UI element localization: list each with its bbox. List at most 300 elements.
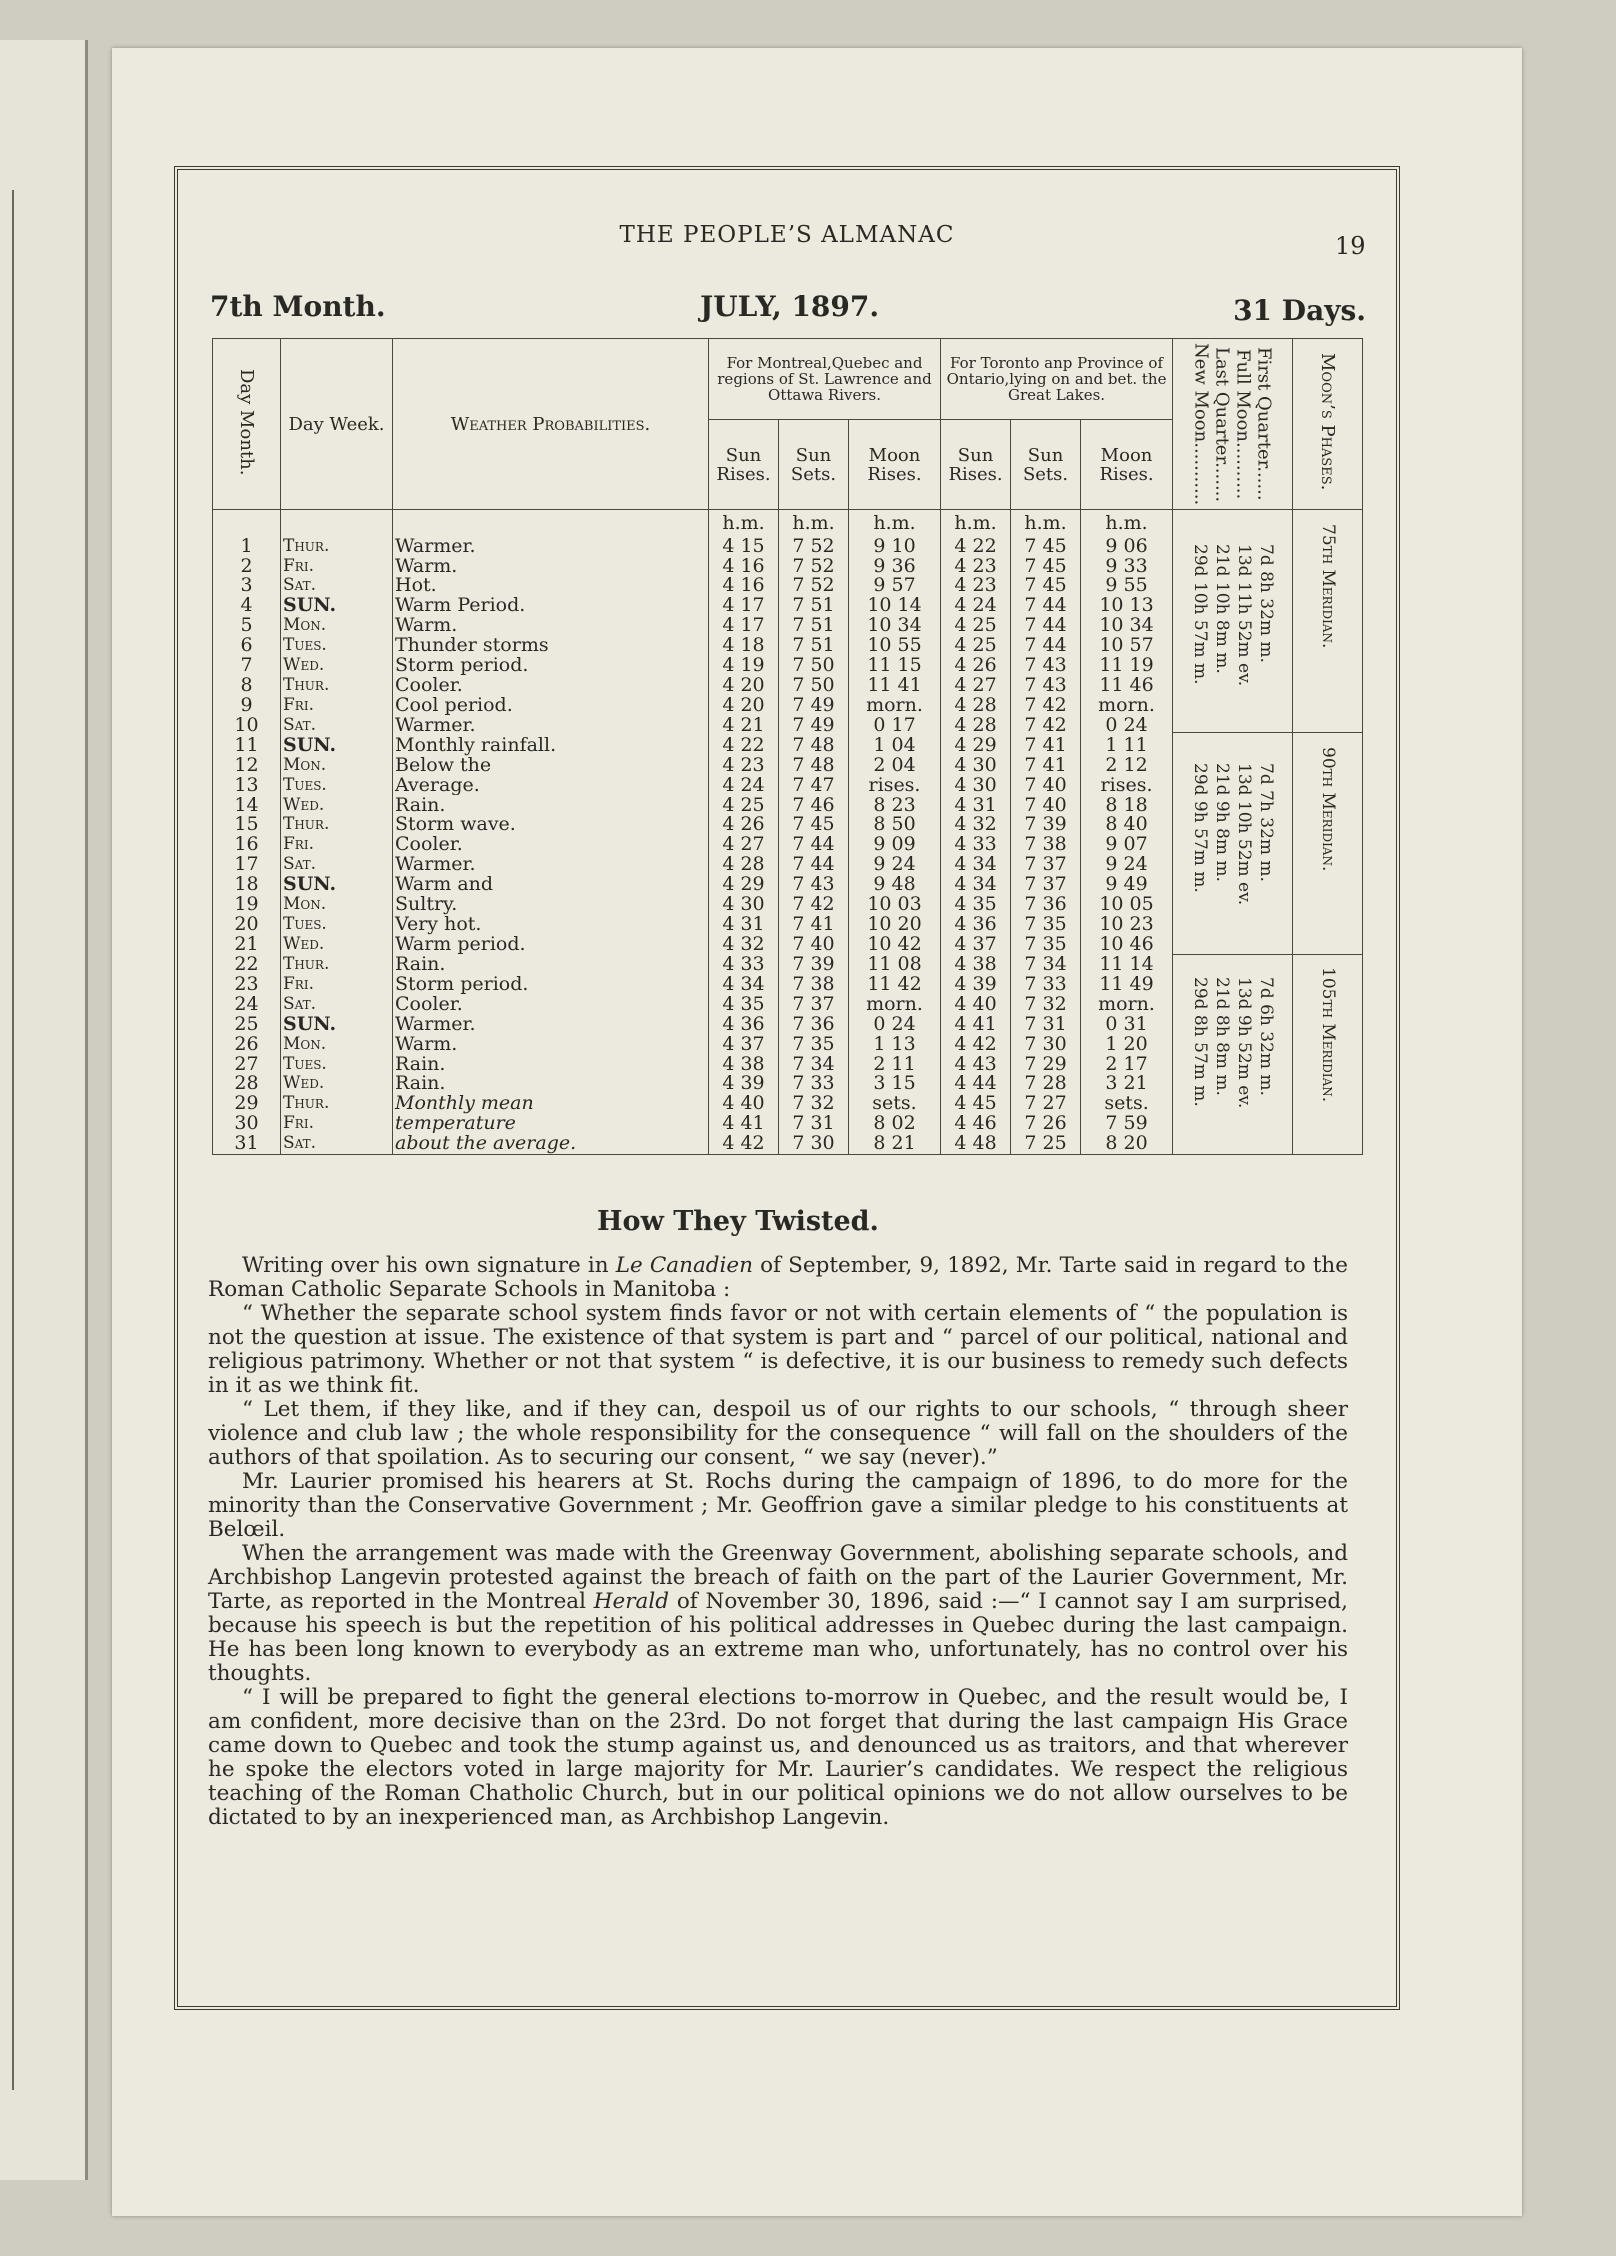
tor-moon-rises: 10 13 [1081, 596, 1173, 616]
mtl-moon-rises: 1 04 [849, 736, 941, 756]
tor-sun-sets: 7 31 [1011, 1015, 1081, 1035]
mtl-moon-rises: 11 42 [849, 975, 941, 995]
day-of-month: 21 [213, 935, 281, 955]
tor-moon-rises: 8 18 [1081, 795, 1173, 815]
weather: Storm period. [393, 656, 709, 676]
tor-moon-rises: 2 12 [1081, 756, 1173, 776]
mtl-sun-sets: 7 45 [779, 815, 849, 835]
tor-sun-sets: 7 44 [1011, 616, 1081, 636]
day-of-month: 26 [213, 1035, 281, 1055]
mtl-sun-rises: 4 38 [709, 1054, 779, 1074]
mtl-sun-rises: 4 19 [709, 656, 779, 676]
tor-sun-rises: 4 46 [941, 1114, 1011, 1134]
day-of-month: 19 [213, 895, 281, 915]
mtl-sun-sets: 7 51 [779, 636, 849, 656]
weather: Rain. [393, 955, 709, 975]
mtl-sun-sets: 7 43 [779, 875, 849, 895]
weather: Hot. [393, 576, 709, 596]
meridian-titles: 75th Meridian. 90th Meridian. 105th Meridian. [1293, 510, 1363, 1155]
facing-page-rule [0, 190, 14, 2090]
tor-moon-rises: 11 14 [1081, 955, 1173, 975]
weather: Cooler. [393, 676, 709, 696]
mtl-sun-rises: 4 28 [709, 855, 779, 875]
article [208, 1206, 1348, 1830]
tor-sun-sets: 7 36 [1011, 895, 1081, 915]
mtl-sun-sets: 7 47 [779, 776, 849, 796]
tor-moon-rises: 9 07 [1081, 835, 1173, 855]
mtl-moon-rises: 9 57 [849, 576, 941, 596]
mtl-sun-rises: 4 22 [709, 736, 779, 756]
weather: Monthly mean [393, 1094, 709, 1114]
mtl-sun-sets: 7 50 [779, 656, 849, 676]
tor-moon-rises: 10 05 [1081, 895, 1173, 915]
tor-sun-rises: 4 25 [941, 636, 1011, 656]
tor-sun-sets: 7 37 [1011, 855, 1081, 875]
tor-sun-sets: 7 40 [1011, 776, 1081, 796]
mtl-sun-sets: 7 38 [779, 975, 849, 995]
mtl-moon-rises: morn. [849, 696, 941, 716]
mtl-sun-sets: 7 41 [779, 915, 849, 935]
tor-sun-rises: 4 23 [941, 576, 1011, 596]
tor-sun-rises: 4 22 [941, 536, 1011, 556]
day-of-month: 15 [213, 815, 281, 835]
day-of-week: SUN. [281, 875, 393, 895]
mtl-sun-sets: 7 50 [779, 676, 849, 696]
day-of-week: Fri. [281, 975, 393, 995]
sub-sun-rises-mtl: Sun Rises. [709, 420, 779, 510]
day-of-month: 25 [213, 1015, 281, 1035]
mtl-moon-rises: 10 20 [849, 915, 941, 935]
tor-sun-sets: 7 25 [1011, 1134, 1081, 1155]
mtl-sun-sets: 7 52 [779, 556, 849, 576]
article-paragraph-6: “ I will be prepared to fight the general elections to-morrow in Quebec, and the result would be, I am confident, more decisive than on the 23rd. Do not forget that during the last campaign His Grace came down to Quebec and took the stump against us, and denounced us as traitors, and that wherever he spoke the electors voted in large majority for Mr. Laurier’s candidates. We respect the religious teaching of the Roman Chatholic Church, but in our political opinions we do not allow ourselves to be dictated to by an inexperienced man, as Archbishop Langevin. [208, 1685, 1348, 1830]
mtl-sun-sets: 7 49 [779, 696, 849, 716]
phase-names [1173, 339, 1293, 510]
tor-sun-sets: 7 41 [1011, 756, 1081, 776]
mtl-sun-sets: 7 44 [779, 855, 849, 875]
meridian-90-times: 7d 7h 32m m. 13d 10h 52m ev. 21d 9h 8m m. 29d 9h 57m m. [1173, 732, 1292, 954]
mtl-sun-rises: 4 41 [709, 1114, 779, 1134]
mtl-sun-rises: 4 34 [709, 975, 779, 995]
tor-sun-rises: 4 37 [941, 935, 1011, 955]
mtl-moon-rises: 10 34 [849, 616, 941, 636]
mtl-sun-rises: 4 18 [709, 636, 779, 656]
mtl-sun-sets: 7 32 [779, 1094, 849, 1114]
weather: Very hot. [393, 915, 709, 935]
mtl-moon-rises: rises. [849, 776, 941, 796]
mtl-sun-sets: 7 31 [779, 1114, 849, 1134]
month-days: 31 Days. [1233, 294, 1366, 327]
tor-sun-sets: 7 28 [1011, 1074, 1081, 1094]
mtl-sun-rises: 4 17 [709, 616, 779, 636]
col-day-week: Day Week. [281, 339, 393, 510]
day-of-week: Wed. [281, 935, 393, 955]
tor-sun-sets: 7 37 [1011, 875, 1081, 895]
mtl-sun-sets: 7 52 [779, 576, 849, 596]
tor-sun-sets: 7 44 [1011, 596, 1081, 616]
phase-last-quarter: Last Quarter....... [1211, 346, 1233, 502]
day-of-week: Wed. [281, 795, 393, 815]
almanac-rows [213, 510, 1363, 1155]
mtl-sun-sets: 7 30 [779, 1134, 849, 1155]
mtl-moon-rises: 11 08 [849, 955, 941, 975]
mtl-sun-rises: 4 24 [709, 776, 779, 796]
day-of-week: Thur. [281, 676, 393, 696]
mtl-moon-rises: 9 09 [849, 835, 941, 855]
mtl-moon-rises: 10 14 [849, 596, 941, 616]
mtl-sun-sets: 7 52 [779, 536, 849, 556]
meridian-105-times: 7d 6h 32m m. 13d 9h 52m ev. 21d 8h 8m m. 29d 8h 57m m. [1173, 954, 1292, 1154]
mtl-sun-rises: 4 20 [709, 676, 779, 696]
day-of-week: SUN. [281, 736, 393, 756]
mtl-sun-rises: 4 30 [709, 895, 779, 915]
day-of-month: 20 [213, 915, 281, 935]
mtl-sun-rises: 4 25 [709, 795, 779, 815]
weather: Rain. [393, 1054, 709, 1074]
mtl-moon-rises: 11 15 [849, 656, 941, 676]
tor-sun-sets: 7 29 [1011, 1054, 1081, 1074]
mtl-moon-rises: 8 23 [849, 795, 941, 815]
day-of-month: 2 [213, 556, 281, 576]
day-of-week: Fri. [281, 556, 393, 576]
tor-sun-rises: 4 25 [941, 616, 1011, 636]
mtl-sun-rises: 4 36 [709, 1015, 779, 1035]
mtl-sun-sets: 7 44 [779, 835, 849, 855]
mtl-sun-rises: 4 27 [709, 835, 779, 855]
day-of-month: 22 [213, 955, 281, 975]
day-of-week: Mon. [281, 1035, 393, 1055]
day-of-week: Thur. [281, 955, 393, 975]
mtl-moon-rises: 10 55 [849, 636, 941, 656]
tor-moon-rises: 10 34 [1081, 616, 1173, 636]
mtl-sun-rises: 4 32 [709, 935, 779, 955]
day-of-week: Tues. [281, 1054, 393, 1074]
day-of-week: Sat. [281, 855, 393, 875]
tor-moon-rises: 8 40 [1081, 815, 1173, 835]
tor-sun-rises: 4 27 [941, 676, 1011, 696]
tor-moon-rises: 9 49 [1081, 875, 1173, 895]
weather: Thunder storms [393, 636, 709, 656]
tor-sun-rises: 4 44 [941, 1074, 1011, 1094]
col-weather: Weather Probabilities. [393, 339, 709, 510]
weather: Below the [393, 756, 709, 776]
units-row: h.m. h.m. h.m. h.m. h.m. h.m. 7d 8h 32m m. 13d 11h 52m ev. 21d 10h 8m m. 29d 10h 57m m. 7d 7h 32m m. 13d 10h 52m ev. 21d 9h 8m m. 29d 9h 57m m. 7d 6h 32m m. 13d 9h 52m ev. 21d 8h 8m m. 29d 8h 57m m. 75th Meridian. 90th Meridian. 105th Meridian. [213, 510, 1363, 537]
running-title: THE PEOPLE’S ALMANAC [619, 222, 955, 248]
weather: Storm period. [393, 975, 709, 995]
day-of-month: 9 [213, 696, 281, 716]
tor-moon-rises: rises. [1081, 776, 1173, 796]
tor-moon-rises: 10 23 [1081, 915, 1173, 935]
weather: Warm Period. [393, 596, 709, 616]
tor-sun-sets: 7 45 [1011, 556, 1081, 576]
tor-moon-rises: 3 21 [1081, 1074, 1173, 1094]
facing-page-edge [0, 40, 88, 2180]
tor-sun-sets: 7 40 [1011, 795, 1081, 815]
tor-sun-rises: 4 38 [941, 955, 1011, 975]
day-of-month: 28 [213, 1074, 281, 1094]
day-of-week: Thur. [281, 1094, 393, 1114]
weather: Cooler. [393, 835, 709, 855]
mtl-moon-rises: 8 02 [849, 1114, 941, 1134]
mtl-sun-rises: 4 20 [709, 696, 779, 716]
tor-sun-sets: 7 45 [1011, 576, 1081, 596]
tor-moon-rises: 9 06 [1081, 536, 1173, 556]
day-of-week: Sat. [281, 576, 393, 596]
tor-moon-rises: 1 20 [1081, 1035, 1173, 1055]
mtl-sun-rises: 4 15 [709, 536, 779, 556]
sub-sun-sets-tor: Sun Sets. [1011, 420, 1081, 510]
tor-sun-rises: 4 23 [941, 556, 1011, 576]
tor-sun-sets: 7 44 [1011, 636, 1081, 656]
tor-sun-sets: 7 42 [1011, 716, 1081, 736]
mtl-sun-rises: 4 35 [709, 995, 779, 1015]
weather: Warm. [393, 556, 709, 576]
tor-sun-sets: 7 26 [1011, 1114, 1081, 1134]
mtl-sun-rises: 4 37 [709, 1035, 779, 1055]
tor-sun-rises: 4 31 [941, 795, 1011, 815]
tor-moon-rises: 11 49 [1081, 975, 1173, 995]
tor-sun-rises: 4 26 [941, 656, 1011, 676]
tor-sun-sets: 7 33 [1011, 975, 1081, 995]
tor-sun-rises: 4 34 [941, 855, 1011, 875]
tor-sun-sets: 7 41 [1011, 736, 1081, 756]
mtl-sun-rises: 4 26 [709, 815, 779, 835]
day-of-month: 10 [213, 716, 281, 736]
day-of-month: 18 [213, 875, 281, 895]
day-of-month: 4 [213, 596, 281, 616]
mtl-sun-sets: 7 51 [779, 596, 849, 616]
mtl-moon-rises: 8 50 [849, 815, 941, 835]
weather: Warm and [393, 875, 709, 895]
tor-sun-rises: 4 35 [941, 895, 1011, 915]
tor-sun-rises: 4 48 [941, 1134, 1011, 1155]
tor-sun-rises: 4 33 [941, 835, 1011, 855]
day-of-month: 12 [213, 756, 281, 776]
mtl-moon-rises: 11 41 [849, 676, 941, 696]
day-of-week: Tues. [281, 636, 393, 656]
day-of-month: 11 [213, 736, 281, 756]
tor-sun-rises: 4 43 [941, 1054, 1011, 1074]
article-title: How They Twisted. [597, 1206, 879, 1237]
weather: Warm. [393, 616, 709, 636]
page-number: 19 [1335, 232, 1366, 260]
tor-moon-rises: 2 17 [1081, 1054, 1173, 1074]
tor-moon-rises: 1 11 [1081, 736, 1173, 756]
mtl-sun-sets: 7 39 [779, 955, 849, 975]
mtl-moon-rises: 9 10 [849, 536, 941, 556]
mtl-moon-rises: 10 03 [849, 895, 941, 915]
weather: Rain. [393, 795, 709, 815]
tor-sun-sets: 7 39 [1011, 815, 1081, 835]
tor-sun-sets: 7 42 [1011, 696, 1081, 716]
tor-sun-sets: 7 45 [1011, 536, 1081, 556]
weather: Monthly rainfall. [393, 736, 709, 756]
tor-sun-sets: 7 43 [1011, 656, 1081, 676]
article-paragraph-2: “ Whether the separate school system finds favor or not with certain elements of “ the population is not the question at issue. The existence of that system is part and “ parcel of our political, national and religious patrimony. Whether or not that system “ is defective, it is our business to remedy such defects in it as we think fit. [208, 1301, 1348, 1398]
mtl-moon-rises: 0 24 [849, 1015, 941, 1035]
mtl-moon-rises: 8 21 [849, 1134, 941, 1155]
weather: Storm wave. [393, 815, 709, 835]
tor-sun-rises: 4 29 [941, 736, 1011, 756]
day-of-week: SUN. [281, 596, 393, 616]
mtl-sun-rises: 4 23 [709, 756, 779, 776]
tor-sun-rises: 4 28 [941, 696, 1011, 716]
mtl-sun-sets: 7 35 [779, 1035, 849, 1055]
day-of-week: Wed. [281, 1074, 393, 1094]
mtl-sun-rises: 4 42 [709, 1134, 779, 1155]
weather: Average. [393, 776, 709, 796]
day-of-week: Thur. [281, 536, 393, 556]
tor-moon-rises: 0 31 [1081, 1015, 1173, 1035]
mtl-moon-rises: 9 48 [849, 875, 941, 895]
mtl-sun-rises: 4 17 [709, 596, 779, 616]
mtl-sun-rises: 4 16 [709, 556, 779, 576]
tor-sun-rises: 4 30 [941, 756, 1011, 776]
month-name: JULY, 1897. [700, 290, 880, 323]
day-of-week: Mon. [281, 895, 393, 915]
tor-sun-rises: 4 34 [941, 875, 1011, 895]
tor-moon-rises: 10 57 [1081, 636, 1173, 656]
day-of-week: Thur. [281, 815, 393, 835]
day-of-week: Tues. [281, 915, 393, 935]
mtl-sun-rises: 4 29 [709, 875, 779, 895]
day-of-month: 17 [213, 855, 281, 875]
day-of-month: 5 [213, 616, 281, 636]
sub-moon-rises-mtl: Moon Rises. [849, 420, 941, 510]
weather: Warm period. [393, 935, 709, 955]
tor-sun-sets: 7 27 [1011, 1094, 1081, 1114]
day-of-week: SUN. [281, 1015, 393, 1035]
mtl-sun-sets: 7 46 [779, 795, 849, 815]
mtl-sun-sets: 7 49 [779, 716, 849, 736]
mtl-moon-rises: sets. [849, 1094, 941, 1114]
mtl-moon-rises: 9 24 [849, 855, 941, 875]
day-of-month: 24 [213, 995, 281, 1015]
mtl-moon-rises: 3 15 [849, 1074, 941, 1094]
tor-moon-rises: 9 24 [1081, 855, 1173, 875]
sub-sun-rises-tor: Sun Rises. [941, 420, 1011, 510]
sub-sun-sets-mtl: Sun Sets. [779, 420, 849, 510]
col-day-month: Day Month. [213, 339, 281, 510]
tor-sun-rises: 4 36 [941, 915, 1011, 935]
meridian-times [1173, 510, 1293, 1155]
mtl-sun-sets: 7 51 [779, 616, 849, 636]
group-toronto: For Toronto anp Province of Ontario,lying on and bet. the Great Lakes. [941, 339, 1173, 420]
day-of-month: 30 [213, 1114, 281, 1134]
day-of-week: Fri. [281, 835, 393, 855]
mtl-sun-sets: 7 48 [779, 756, 849, 776]
day-of-month: 1 [213, 536, 281, 556]
weather: about the average. [393, 1134, 709, 1155]
day-of-month: 7 [213, 656, 281, 676]
tor-moon-rises: 7 59 [1081, 1114, 1173, 1134]
mtl-sun-sets: 7 48 [779, 736, 849, 756]
tor-sun-sets: 7 34 [1011, 955, 1081, 975]
mtl-sun-sets: 7 40 [779, 935, 849, 955]
mtl-moon-rises: morn. [849, 995, 941, 1015]
tor-moon-rises: 10 46 [1081, 935, 1173, 955]
mtl-sun-rises: 4 39 [709, 1074, 779, 1094]
tor-sun-rises: 4 30 [941, 776, 1011, 796]
mtl-sun-sets: 7 34 [779, 1054, 849, 1074]
meridian-75-times: 7d 8h 32m m. 13d 11h 52m ev. 21d 10h 8m m. 29d 10h 57m m. [1190, 544, 1277, 687]
tor-sun-rises: 4 28 [941, 716, 1011, 736]
tor-sun-sets: 7 43 [1011, 676, 1081, 696]
weather: Cool period. [393, 696, 709, 716]
mtl-sun-rises: 4 31 [709, 915, 779, 935]
day-of-month: 13 [213, 776, 281, 796]
tor-sun-rises: 4 40 [941, 995, 1011, 1015]
day-of-week: Sat. [281, 995, 393, 1015]
weather: Warmer. [393, 536, 709, 556]
mtl-sun-rises: 4 16 [709, 576, 779, 596]
tor-sun-rises: 4 42 [941, 1035, 1011, 1055]
mtl-moon-rises: 10 42 [849, 935, 941, 955]
phase-new-moon: New Moon........... [1190, 343, 1212, 506]
weather: Rain. [393, 1074, 709, 1094]
article-paragraph-3: “ Let them, if they like, and if they can, despoil us of our rights to our schools, “ through sheer violence and club law ; the whole responsibility for the consequence “ will fall on the shoulders of the authors of that spoilation. As to securing our consent, “ we say (never).” [208, 1397, 1348, 1470]
day-of-month: 14 [213, 795, 281, 815]
tor-sun-rises: 4 45 [941, 1094, 1011, 1114]
phase-first-quarter: First Quarter...... [1253, 347, 1275, 501]
mtl-moon-rises: 2 11 [849, 1054, 941, 1074]
day-of-week: Tues. [281, 776, 393, 796]
mtl-sun-sets: 7 37 [779, 995, 849, 1015]
tor-sun-sets: 7 35 [1011, 915, 1081, 935]
tor-moon-rises: morn. [1081, 995, 1173, 1015]
mtl-sun-sets: 7 33 [779, 1074, 849, 1094]
almanac-table [212, 338, 1363, 1155]
mtl-moon-rises: 0 17 [849, 716, 941, 736]
tor-moon-rises: 8 20 [1081, 1134, 1173, 1155]
tor-sun-rises: 4 41 [941, 1015, 1011, 1035]
weather: Cooler. [393, 995, 709, 1015]
day-of-month: 23 [213, 975, 281, 995]
month-heading [210, 290, 1366, 330]
day-of-week: Mon. [281, 756, 393, 776]
day-of-month: 6 [213, 636, 281, 656]
mtl-moon-rises: 2 04 [849, 756, 941, 776]
tor-sun-rises: 4 32 [941, 815, 1011, 835]
mtl-moon-rises: 9 36 [849, 556, 941, 576]
article-paragraph-1: Writing over his own signature in Le Canadien of September, 9, 1892, Mr. Tarte said in regard to the Roman Catholic Separate Schools in Manitoba : [208, 1253, 1348, 1302]
tor-sun-sets: 7 38 [1011, 835, 1081, 855]
mtl-sun-sets: 7 36 [779, 1015, 849, 1035]
day-of-month: 29 [213, 1094, 281, 1114]
tor-sun-sets: 7 35 [1011, 935, 1081, 955]
day-of-month: 3 [213, 576, 281, 596]
phase-full-moon: Full Moon.......... [1232, 348, 1254, 500]
tor-moon-rises: 9 33 [1081, 556, 1173, 576]
tor-sun-rises: 4 24 [941, 596, 1011, 616]
day-of-week: Wed. [281, 656, 393, 676]
day-of-week: Sat. [281, 716, 393, 736]
tor-sun-rises: 4 39 [941, 975, 1011, 995]
weather: temperature [393, 1114, 709, 1134]
sub-moon-rises-tor: Moon Rises. [1081, 420, 1173, 510]
mtl-moon-rises: 1 13 [849, 1035, 941, 1055]
day-of-week: Mon. [281, 616, 393, 636]
day-of-month: 16 [213, 835, 281, 855]
mtl-sun-rises: 4 33 [709, 955, 779, 975]
day-of-month: 31 [213, 1134, 281, 1155]
tor-moon-rises: 9 55 [1081, 576, 1173, 596]
day-of-week: Sat. [281, 1134, 393, 1155]
weather: Sultry. [393, 895, 709, 915]
mtl-sun-sets: 7 42 [779, 895, 849, 915]
weather: Warmer. [393, 716, 709, 736]
mtl-sun-rises: 4 40 [709, 1094, 779, 1114]
